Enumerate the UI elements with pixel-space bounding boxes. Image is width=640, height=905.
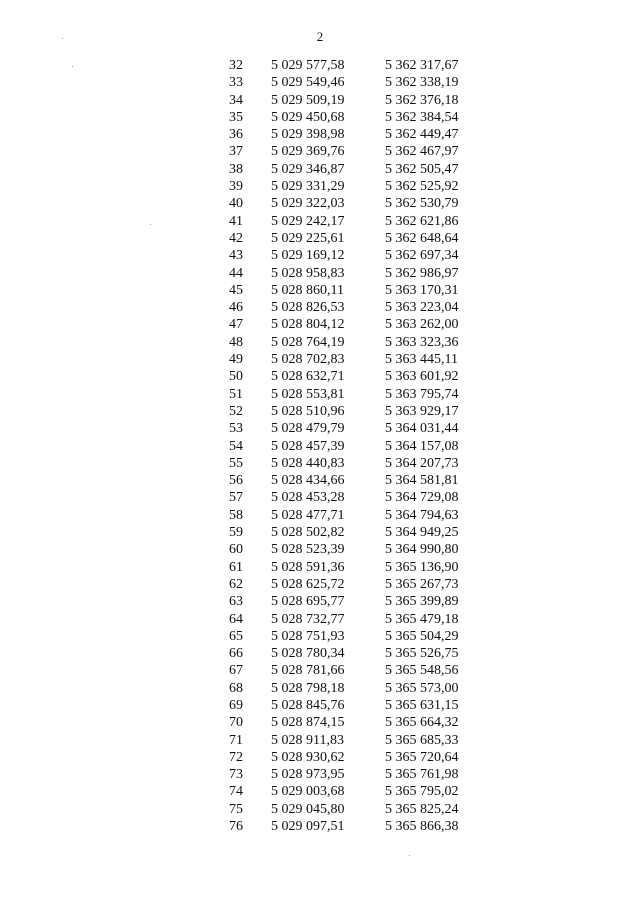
y-coordinate: 5 362 986,97: [385, 265, 459, 281]
point-number: 32: [229, 58, 243, 73]
y-coordinate: 5 365 548,56: [385, 663, 459, 679]
table-row: [0, 766, 640, 783]
x-coordinate: 5 028 625,72: [271, 576, 345, 592]
x-coordinate: 5 028 874,15: [271, 715, 345, 731]
x-coordinate: 5 028 453,28: [271, 490, 345, 506]
point-number: 62: [229, 576, 243, 592]
point-number: 42: [229, 230, 243, 246]
point-number: 38: [229, 161, 243, 177]
x-coordinate: 5 028 523,39: [271, 542, 345, 558]
y-coordinate: 5 365 136,90: [385, 559, 459, 575]
point-number: 51: [229, 386, 243, 402]
point-number: 67: [229, 663, 243, 679]
point-number: 43: [229, 248, 243, 264]
point-number: 60: [229, 542, 243, 558]
table-row: [0, 282, 640, 299]
x-coordinate: 5 028 695,77: [271, 594, 345, 610]
table-row: [0, 732, 640, 749]
scan-speck: [72, 66, 73, 67]
table-row: [0, 593, 640, 610]
table-row: [0, 576, 640, 593]
y-coordinate: 5 365 479,18: [385, 611, 459, 627]
y-coordinate: 5 365 631,15: [385, 697, 459, 713]
coordinate-table: [0, 57, 640, 835]
point-number: 33: [229, 75, 243, 91]
y-coordinate: 5 365 267,73: [385, 576, 459, 592]
y-coordinate: 5 365 573,00: [385, 680, 459, 696]
table-row: [0, 455, 640, 472]
table-row: [0, 524, 640, 541]
scan-speck: [150, 224, 151, 225]
point-number: 64: [229, 611, 243, 627]
x-coordinate: 5 028 702,83: [271, 352, 345, 368]
table-row: [0, 559, 640, 576]
point-number: 57: [229, 490, 243, 506]
y-coordinate: 5 363 262,00: [385, 317, 459, 333]
x-coordinate: 5 029 577,58: [271, 58, 345, 73]
table-row: [0, 299, 640, 316]
x-coordinate: 5 028 804,12: [271, 317, 345, 333]
table-row: [0, 143, 640, 160]
point-number: 41: [229, 213, 243, 229]
x-coordinate: 5 028 440,83: [271, 455, 345, 471]
table-row: [0, 472, 640, 489]
x-coordinate: 5 029 003,68: [271, 784, 345, 800]
point-number: 65: [229, 628, 243, 644]
table-row: [0, 438, 640, 455]
table-row: [0, 109, 640, 126]
point-number: 35: [229, 109, 243, 125]
x-coordinate: 5 028 781,66: [271, 663, 345, 679]
x-coordinate: 5 029 097,51: [271, 819, 345, 835]
table-row: [0, 316, 640, 333]
point-number: 46: [229, 300, 243, 316]
y-coordinate: 5 365 825,24: [385, 801, 459, 817]
y-coordinate: 5 365 504,29: [385, 628, 459, 644]
y-coordinate: 5 365 685,33: [385, 732, 459, 748]
table-row: [0, 351, 640, 368]
y-coordinate: 5 362 648,64: [385, 230, 459, 246]
x-coordinate: 5 028 764,19: [271, 334, 345, 350]
table-row: [0, 507, 640, 524]
table-row: [0, 680, 640, 697]
y-coordinate: 5 363 223,04: [385, 300, 459, 316]
y-coordinate: 5 363 795,74: [385, 386, 459, 402]
table-row: [0, 420, 640, 437]
x-coordinate: 5 029 398,98: [271, 127, 345, 143]
point-number: 48: [229, 334, 243, 350]
point-number: 76: [229, 819, 243, 835]
y-coordinate: 5 364 949,25: [385, 525, 459, 541]
y-coordinate: 5 364 207,73: [385, 455, 459, 471]
y-coordinate: 5 362 449,47: [385, 127, 459, 143]
table-row: [0, 801, 640, 818]
x-coordinate: 5 028 457,39: [271, 438, 345, 454]
table-row: [0, 403, 640, 420]
point-number: 34: [229, 92, 243, 108]
table-row: [0, 126, 640, 143]
point-number: 44: [229, 265, 243, 281]
point-number: 50: [229, 369, 243, 385]
table-row: [0, 611, 640, 628]
point-number: 37: [229, 144, 243, 160]
x-coordinate: 5 028 751,93: [271, 628, 345, 644]
table-row: [0, 628, 640, 645]
point-number: 55: [229, 455, 243, 471]
x-coordinate: 5 028 591,36: [271, 559, 345, 575]
x-coordinate: 5 028 930,62: [271, 749, 345, 765]
point-number: 40: [229, 196, 243, 212]
y-coordinate: 5 362 338,19: [385, 75, 459, 91]
point-number: 75: [229, 801, 243, 817]
table-row: [0, 334, 640, 351]
point-number: 59: [229, 525, 243, 541]
table-row: [0, 749, 640, 766]
y-coordinate: 5 363 445,11: [385, 352, 458, 368]
table-row: [0, 386, 640, 403]
page-number: 2: [316, 29, 324, 44]
point-number: 52: [229, 403, 243, 419]
point-number: 49: [229, 352, 243, 368]
y-coordinate: 5 362 317,67: [385, 58, 459, 73]
x-coordinate: 5 029 549,46: [271, 75, 345, 91]
scan-speck: [409, 855, 410, 856]
y-coordinate: 5 364 157,08: [385, 438, 459, 454]
x-coordinate: 5 028 798,18: [271, 680, 345, 696]
scan-speck: [62, 38, 63, 39]
table-row: [0, 489, 640, 506]
table-row: [0, 161, 640, 178]
x-coordinate: 5 028 632,71: [271, 369, 345, 385]
x-coordinate: 5 029 169,12: [271, 248, 345, 264]
point-number: 39: [229, 179, 243, 195]
y-coordinate: 5 365 866,38: [385, 819, 459, 835]
table-row: [0, 57, 640, 74]
x-coordinate: 5 028 780,34: [271, 646, 345, 662]
point-number: 68: [229, 680, 243, 696]
y-coordinate: 5 365 399,89: [385, 594, 459, 610]
point-number: 74: [229, 784, 243, 800]
table-row: [0, 783, 640, 800]
x-coordinate: 5 029 369,76: [271, 144, 345, 160]
point-number: 45: [229, 282, 243, 298]
x-coordinate: 5 029 242,17: [271, 213, 345, 229]
y-coordinate: 5 362 467,97: [385, 144, 459, 160]
y-coordinate: 5 362 697,34: [385, 248, 459, 264]
x-coordinate: 5 028 477,71: [271, 507, 345, 523]
y-coordinate: 5 362 505,47: [385, 161, 459, 177]
table-row: [0, 368, 640, 385]
point-number: 56: [229, 473, 243, 489]
y-coordinate: 5 363 601,92: [385, 369, 459, 385]
point-number: 63: [229, 594, 243, 610]
x-coordinate: 5 028 911,83: [271, 732, 344, 748]
x-coordinate: 5 028 502,82: [271, 525, 345, 541]
y-coordinate: 5 363 929,17: [385, 403, 459, 419]
y-coordinate: 5 365 664,32: [385, 715, 459, 731]
x-coordinate: 5 028 958,83: [271, 265, 345, 281]
table-row: [0, 247, 640, 264]
x-coordinate: 5 028 845,76: [271, 697, 345, 713]
y-coordinate: 5 364 990,80: [385, 542, 459, 558]
y-coordinate: 5 362 530,79: [385, 196, 459, 212]
point-number: 71: [229, 732, 243, 748]
x-coordinate: 5 028 479,79: [271, 421, 345, 437]
x-coordinate: 5 029 450,68: [271, 109, 345, 125]
x-coordinate: 5 028 826,53: [271, 300, 345, 316]
y-coordinate: 5 362 525,92: [385, 179, 459, 195]
table-row: [0, 645, 640, 662]
x-coordinate: 5 028 732,77: [271, 611, 345, 627]
y-coordinate: 5 363 170,31: [385, 282, 459, 298]
point-number: 72: [229, 749, 243, 765]
table-row: [0, 178, 640, 195]
x-coordinate: 5 029 509,19: [271, 92, 345, 108]
y-coordinate: 5 364 031,44: [385, 421, 459, 437]
table-row: [0, 541, 640, 558]
x-coordinate: 5 028 510,96: [271, 403, 345, 419]
y-coordinate: 5 364 794,63: [385, 507, 459, 523]
point-number: 36: [229, 127, 243, 143]
point-number: 53: [229, 421, 243, 437]
y-coordinate: 5 364 729,08: [385, 490, 459, 506]
point-number: 58: [229, 507, 243, 523]
x-coordinate: 5 029 045,80: [271, 801, 345, 817]
y-coordinate: 5 363 323,36: [385, 334, 459, 350]
y-coordinate: 5 362 621,86: [385, 213, 459, 229]
y-coordinate: 5 365 795,02: [385, 784, 459, 800]
table-row: [0, 818, 640, 835]
table-row: [0, 662, 640, 679]
x-coordinate: 5 029 346,87: [271, 161, 345, 177]
y-coordinate: 5 365 761,98: [385, 767, 459, 783]
y-coordinate: 5 362 376,18: [385, 92, 459, 108]
table-row: [0, 92, 640, 109]
table-row: [0, 230, 640, 247]
x-coordinate: 5 029 322,03: [271, 196, 345, 212]
point-number: 69: [229, 697, 243, 713]
y-coordinate: 5 365 720,64: [385, 749, 459, 765]
x-coordinate: 5 028 860,11: [271, 282, 344, 298]
point-number: 73: [229, 767, 243, 783]
x-coordinate: 5 028 553,81: [271, 386, 345, 402]
x-coordinate: 5 029 225,61: [271, 230, 345, 246]
point-number: 47: [229, 317, 243, 333]
table-row: [0, 195, 640, 212]
y-coordinate: 5 364 581,81: [385, 473, 459, 489]
table-row: [0, 213, 640, 230]
point-number: 61: [229, 559, 243, 575]
point-number: 54: [229, 438, 243, 454]
table-row: [0, 74, 640, 91]
y-coordinate: 5 362 384,54: [385, 109, 459, 125]
table-row: [0, 265, 640, 282]
point-number: 66: [229, 646, 243, 662]
point-number: 70: [229, 715, 243, 731]
x-coordinate: 5 028 973,95: [271, 767, 345, 783]
x-coordinate: 5 029 331,29: [271, 179, 345, 195]
table-row: [0, 714, 640, 731]
table-row: [0, 697, 640, 714]
x-coordinate: 5 028 434,66: [271, 473, 345, 489]
y-coordinate: 5 365 526,75: [385, 646, 459, 662]
